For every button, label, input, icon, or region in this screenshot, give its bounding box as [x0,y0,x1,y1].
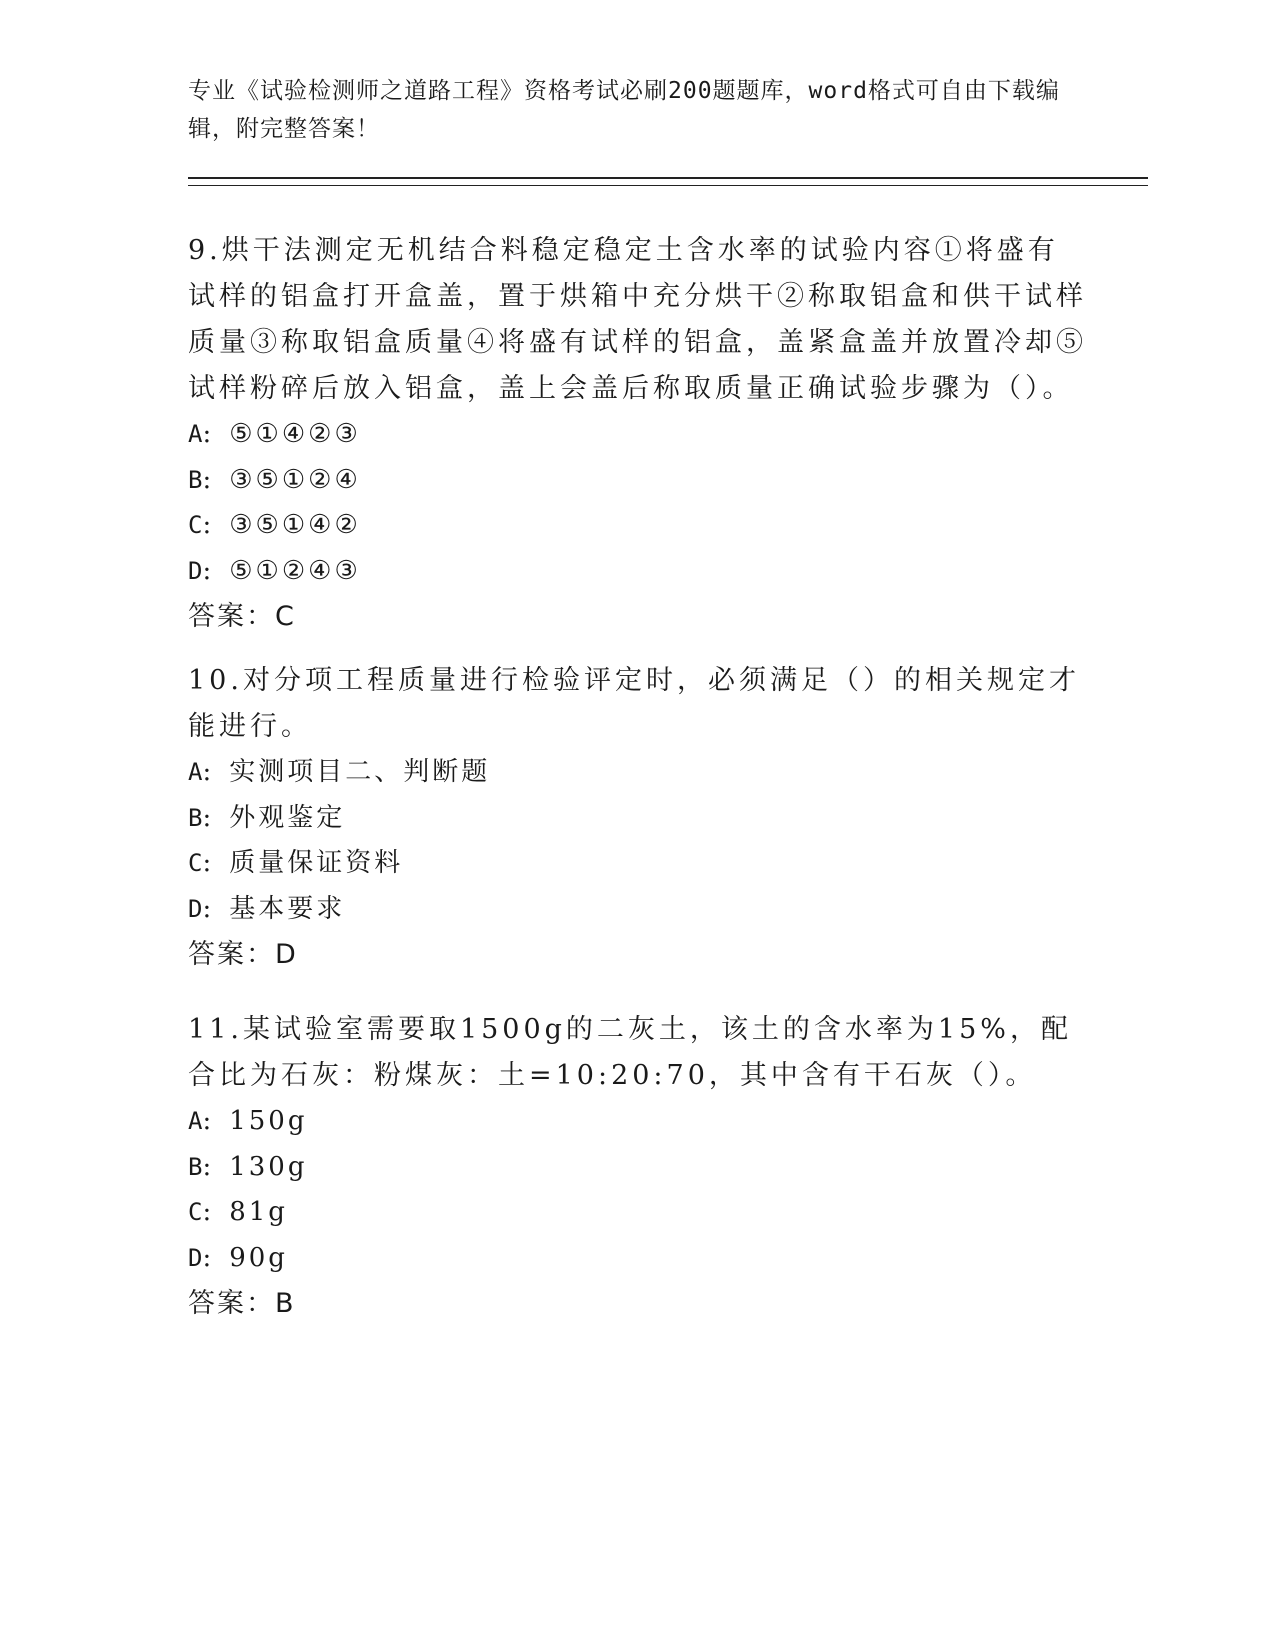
option-letter: D [188,1243,203,1272]
option-c: C: 质量保证资料 [188,848,404,878]
question-stem: 10.对分项工程质量进行检验评定时，必须满足（）的相关规定才能进行。 [188,665,1080,742]
option-text: 基本要求 [229,893,346,924]
question-stem: 9.烘干法测定无机结合料稳定稳定土含水率的试验内容①将盛有试样的铝盒打开盒盖，置于烘箱中充分烘干②称取铝盒和供干试样质量③称取铝盒质量④将盛有试样的铝盒，盖紧盒盖并放置冷却⑤试样粉碎后放入铝盒，盖上会盖后称取质量正确试验步骤为（）。 [188,235,1087,404]
option-b: B: ③⑤①②④ [188,464,361,495]
question-9 [188,228,1088,640]
option-d: D: 90g [188,1242,288,1273]
option-text: 质量保证资料 [229,848,404,878]
answer-label: 答案：B [188,1288,296,1319]
option-text: 外观鉴定 [229,802,346,833]
option-c: C: ③⑤①④② [188,510,361,540]
option-letter: C [188,849,203,877]
option-letter: D [188,894,203,923]
option-text: 实测项目二、判断题 [229,757,491,787]
option-letter: C [188,511,203,539]
option-a: A: ⑤①④②③ [188,419,361,449]
option-letter: D [188,556,203,585]
header-divider [188,177,1148,186]
option-b: B: 外观鉴定 [188,802,346,833]
option-d: D: 基本要求 [188,893,346,924]
option-letter: A [188,1107,203,1135]
option-letter: A [188,758,203,786]
option-a: A: 150g [188,1106,308,1136]
option-b: B: 130g [188,1151,308,1182]
document-header [188,72,1088,148]
option-letter: C [188,1198,203,1226]
option-letter: B [188,1152,203,1181]
option-letter: A [188,420,203,448]
option-text: 81g [229,1197,288,1227]
option-text: ⑤①②④③ [229,555,361,586]
option-text: ③⑤①②④ [229,464,361,495]
option-c: C: 81g [188,1197,288,1227]
option-a: A: 实测项目二、判断题 [188,757,491,787]
option-text: 90g [229,1242,288,1273]
option-d: D: ⑤①②④③ [188,555,361,586]
option-text: 150g [229,1106,308,1136]
answer-label: 答案：D [188,939,298,970]
question-11 [188,1007,1088,1327]
option-text: ③⑤①④② [229,510,361,540]
header-text: 专业《试验检测师之道路工程》资格考试必刷200题题库，word格式可自由下载编辑，附完整答案！ [188,78,1060,142]
question-stem: 11.某试验室需要取1500g的二灰土，该土的含水率为15%，配合比为石灰：粉煤灰：土=10:20:70，其中含有干石灰（）。 [188,1014,1072,1091]
option-text: ⑤①④②③ [229,419,361,449]
answer-label: 答案：C [188,601,296,632]
option-letter: B [188,465,203,494]
question-10 [188,658,1088,978]
option-text: 130g [229,1151,308,1182]
option-letter: B [188,803,203,832]
